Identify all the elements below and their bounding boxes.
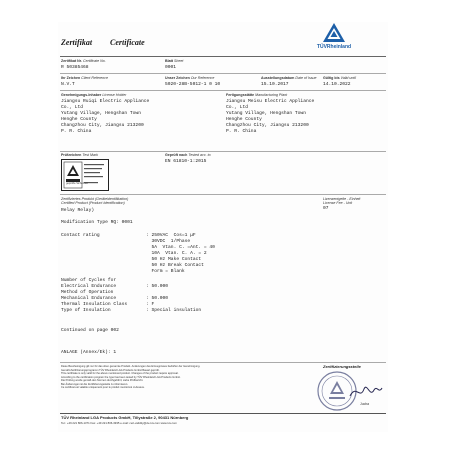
holder-line: Co., Ltd: [61, 105, 84, 110]
sheet-value: 0001: [165, 65, 177, 70]
license-fee-label-en: License Fee - Unit: [323, 201, 353, 205]
plant-line: Co., Ltd: [226, 105, 249, 110]
certification-body-label: Zertifizierungsstelle: [323, 364, 361, 369]
plant-line: Yutang Village, Hengshan Town: [226, 111, 306, 116]
manufacturing-plant-address: [226, 99, 314, 135]
certified-product-label-en: Certified Product (Product Identification): [61, 201, 125, 205]
legal-note: Die Prüfung wurde gemäß den Normen durchgeführt; siehe Prüfbericht.: [61, 379, 144, 382]
mechanical-label: Method of Operation Mechanical Endurance: [61, 290, 117, 301]
title-en: Certificate: [110, 38, 145, 47]
issuer-contact: Tel.: +49 221 806-1371 Fax: +49 221 806-3935 e-mail: cert-validity@de.tuv.com www.tuv.com: [61, 421, 177, 425]
mechanical-value: : 50.000: [146, 296, 169, 301]
brand-name: TÜVRheinland: [316, 44, 352, 50]
holder-line: Henghe County: [61, 117, 97, 122]
legal-note: Gemäß Zertifizierungsprogramm TÜV Rheinland LGA Products GmbH Bauart geprüft.: [61, 368, 160, 372]
insulation-class-value: : F: [146, 302, 155, 307]
license-fee-label-de: Lizenzentgelte - Einheit: [323, 197, 361, 201]
our-ref-label: Unser Zeichen Our Reference: [165, 76, 215, 80]
insulation-type-value: : Special insulation: [146, 308, 202, 313]
holder-line: Yutang Village, Hengshan Town: [61, 111, 141, 116]
legal-notes: [61, 365, 261, 390]
license-holder-address: [61, 99, 149, 135]
continued-note: Continued on page 002: [61, 328, 119, 333]
plant-line: Jiangsu Meisu Electric Appliance: [226, 99, 315, 104]
legal-note: Ce certificat est valable uniquement pour le produit mentionné ci-dessus.: [61, 386, 145, 389]
valid-until-label: Gültig bis Valid until: [323, 76, 357, 80]
certified-product-label-de: Zertifiziertes Produkt (Geräteidentifikation): [61, 197, 129, 201]
issuer-address: TÜV Rheinland LGA Products GmbH, Tillystraße 2, 90431 Nürnberg: [61, 415, 189, 420]
contact-rating-label: Contact rating: [61, 233, 100, 238]
rating-line: 50 Hz Break Contact: [146, 263, 204, 268]
plant-line: P. R. China: [226, 129, 257, 134]
holder-line: Changzhou City, Jiangsu 213200: [61, 123, 144, 128]
manufacturing-plant-label: Fertigungsstätte Manufacturing Plant: [226, 93, 288, 97]
rating-line: : 250VAC Cos=1 μF: [146, 233, 196, 238]
issue-date-value: 15.10.2017: [261, 82, 289, 87]
rating-line: 10A Vtan. C. A. = 2: [146, 251, 207, 256]
plant-line: Henghe County: [226, 117, 262, 122]
test-mark-box: [61, 159, 109, 191]
contact-rating-values: [146, 233, 215, 275]
legal-note: According to the certification program the type has been tested by TÜV Rheinland LGA Products GmbH.: [61, 375, 181, 379]
client-ref-value: N.V.T: [61, 82, 75, 87]
product-name: Relay Relay): [61, 208, 95, 213]
cert-no-label: Zertifikat Nr. Certificate No.: [61, 59, 106, 63]
title-de: Zertifikat: [61, 38, 93, 47]
rating-line: Form = Blank: [146, 269, 185, 274]
product-model: Modification Type RQ: 0001: [61, 220, 133, 225]
rating-line: 5A Vtan. C. =Ant. = 40: [146, 245, 215, 250]
cycles-label: Number of Cycles for Electrical Endurance: [61, 278, 117, 289]
plant-line: Changzhou City, Jiangsu 213200: [226, 123, 309, 128]
cycles-value: : 50.000: [146, 284, 169, 289]
license-fee-value: 07: [323, 206, 329, 211]
issue-date-label: Ausstellungsdatum Date of Issue: [261, 76, 317, 80]
holder-line: Jiangsu Ruiqi Electric Appliance: [61, 99, 150, 104]
insulation-class-label: Thermal Insulation Class: [61, 302, 128, 307]
client-ref-label: Ihr Zeichen Client Reference: [61, 76, 108, 80]
signature-icon: [348, 380, 384, 402]
legal-note: Bei Änderungen ist die Zertifizierungsstelle zu informieren.: [61, 382, 129, 386]
valid-until-value: 14.10.2022: [323, 82, 351, 87]
rating-line: 30VDC 1/Phase: [146, 239, 191, 244]
annex-note: ANLAGE (Annex/Ek): 1: [61, 350, 117, 355]
rating-line: 50 Hz Make Contact: [146, 257, 202, 262]
license-holder-label: Genehmigungs-Inhaber License Holder: [61, 93, 127, 97]
cert-no-value: R 50385468: [61, 65, 89, 70]
tested-acc-label: Geprüft nach Tested acc. to: [165, 153, 211, 157]
test-mark-label: Prüfzeichen Test Mark: [61, 153, 99, 157]
holder-line: P. R. China: [61, 129, 92, 134]
signatory-name: Jucha: [360, 402, 370, 406]
test-mark-caption: geprüfte Sicherheit: [66, 182, 88, 185]
legal-note: Diese Bescheinigung gilt nur für das oben genannte Produkt. Änderungen des Erzeugnisses bedürfen der Genehmigung.: [61, 365, 201, 368]
sheet-label: Blatt Sheet: [165, 59, 184, 63]
tested-standard-value: EN 61810-1:2015: [165, 159, 207, 164]
our-ref-value: 5020-28B-5012-1 0 10: [165, 82, 221, 87]
certificate-page: [58, 22, 388, 432]
insulation-type-label: Type of Insulation: [61, 308, 111, 313]
legal-note: This certificate is only valid for the above mentioned product. Changes of the product require approval.: [61, 372, 179, 375]
